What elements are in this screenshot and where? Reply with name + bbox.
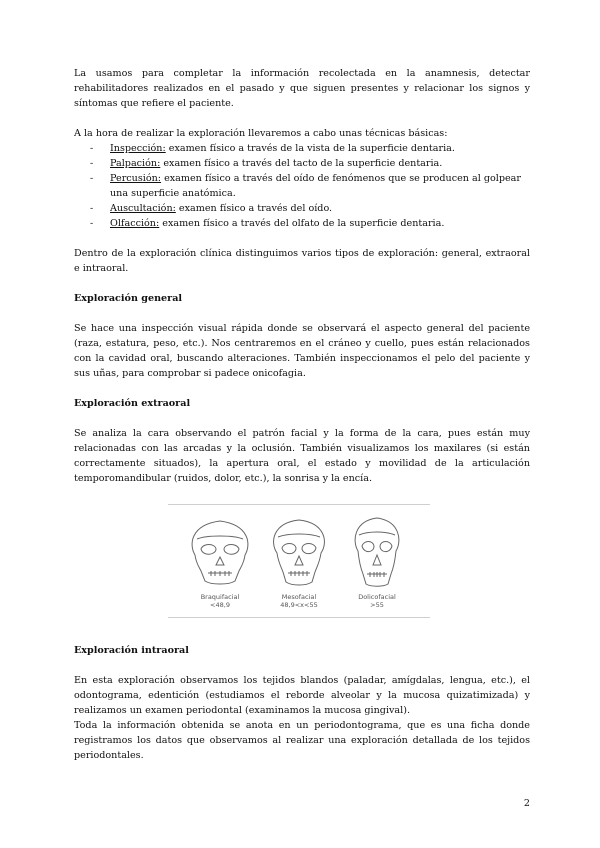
extraoral-paragraph: Se analiza la cara observando el patrón facial y la forma de la cara, pues están muy relacionadas con las arcadas y la oclusión. También visualizamos los maxilares (si están correctamente situados), la apertura oral, el estado y movilidad de la articulación temporomandibular (ruidos, dolor, etc.), la sonrisa y la encía. xyxy=(74,428,530,484)
caption-dolicofacial xyxy=(337,593,417,609)
techniques-list xyxy=(74,141,530,231)
technique-term: Palpación: xyxy=(110,158,161,169)
intraoral-paragraph-2: Toda la información obtenida se anota en un periodontograma, que es una ficha donde registramos los datos que observamos al realizar una exploración detallada de los tejidos periodontales. xyxy=(74,720,530,761)
caption-range: <48,9 xyxy=(210,601,230,609)
caption-mesofacial xyxy=(259,593,339,609)
techniques-intro: A la hora de realizar la exploración llevaremos a cabo unas técnicas básicas: xyxy=(74,128,448,139)
technique-item-olfaccion xyxy=(90,216,530,231)
technique-text: examen físico a través del oído de fenómenos que se producen al golpear una superficie anatómica. xyxy=(110,173,521,199)
technique-text: examen físico a través del oído. xyxy=(175,203,333,214)
caption-name: Mesofacial xyxy=(281,593,317,601)
facial-types-figure xyxy=(168,504,430,618)
technique-term: Olfacción: xyxy=(110,218,160,229)
heading-exploracion-intraoral: Exploración intraoral xyxy=(74,645,189,656)
heading-exploracion-general: Exploración general xyxy=(74,293,183,304)
skull-braquifacial-image xyxy=(187,515,253,587)
caption-braquifacial xyxy=(180,593,260,609)
technique-term: Inspección: xyxy=(110,143,166,154)
technique-text: examen físico a través de la vista de la superficie dentaria. xyxy=(165,143,455,154)
caption-range: >55 xyxy=(370,601,384,609)
intro-paragraph: La usamos para completar la información recolectada en la anamnesis, detectar rehabilitadores realizados en el pasado y que siguen presentes y relacionar los signos y síntomas que refiere el paciente. xyxy=(74,68,530,109)
caption-name: Dolicofacial xyxy=(358,593,396,601)
intraoral-section xyxy=(74,643,530,763)
skull-mesofacial-image xyxy=(266,515,332,587)
skull-dolicofacial-image xyxy=(344,515,410,587)
page-number: 2 xyxy=(523,798,530,809)
technique-text: examen físico a través del tacto de la superficie dentaria. xyxy=(160,158,443,169)
technique-item-auscultacion xyxy=(90,201,530,216)
techniques-section xyxy=(74,126,530,231)
technique-term: Percusión: xyxy=(110,173,162,184)
intraoral-paragraph-1: En esta exploración observamos los tejidos blandos (paladar, amígdalas, lengua, etc.), el odontograma, edentición (estudiamos el reborde alveolar y la mucosa quizatimizada) y realizamos un examen periodontal (examinamos la mucosa gingival). xyxy=(74,675,530,716)
technique-item-palpacion xyxy=(90,156,530,171)
technique-item-percusion xyxy=(90,171,530,201)
types-paragraph: Dentro de la exploración clínica distinguimos varios tipos de exploración: general, extraoral e intraoral. xyxy=(74,248,530,274)
caption-range: 48,9<x<55 xyxy=(280,601,318,609)
technique-term: Auscultación: xyxy=(110,203,176,214)
general-paragraph: Se hace una inspección visual rápida donde se observará el aspecto general del paciente (raza, estatura, peso, etc.). Nos centraremos en el cráneo y cuello, pues están relacionados con la cavidad oral, buscando alteraciones. También inspeccionamos el pelo del paciente y sus uñas, para comprobar si padece onicofagia. xyxy=(74,323,530,379)
heading-exploracion-extraoral: Exploración extraoral xyxy=(74,398,191,409)
technique-item-inspeccion xyxy=(90,141,530,156)
caption-name: Braquifacial xyxy=(200,593,240,601)
technique-text: examen físico a través del olfato de la superficie dentaria. xyxy=(159,218,445,229)
